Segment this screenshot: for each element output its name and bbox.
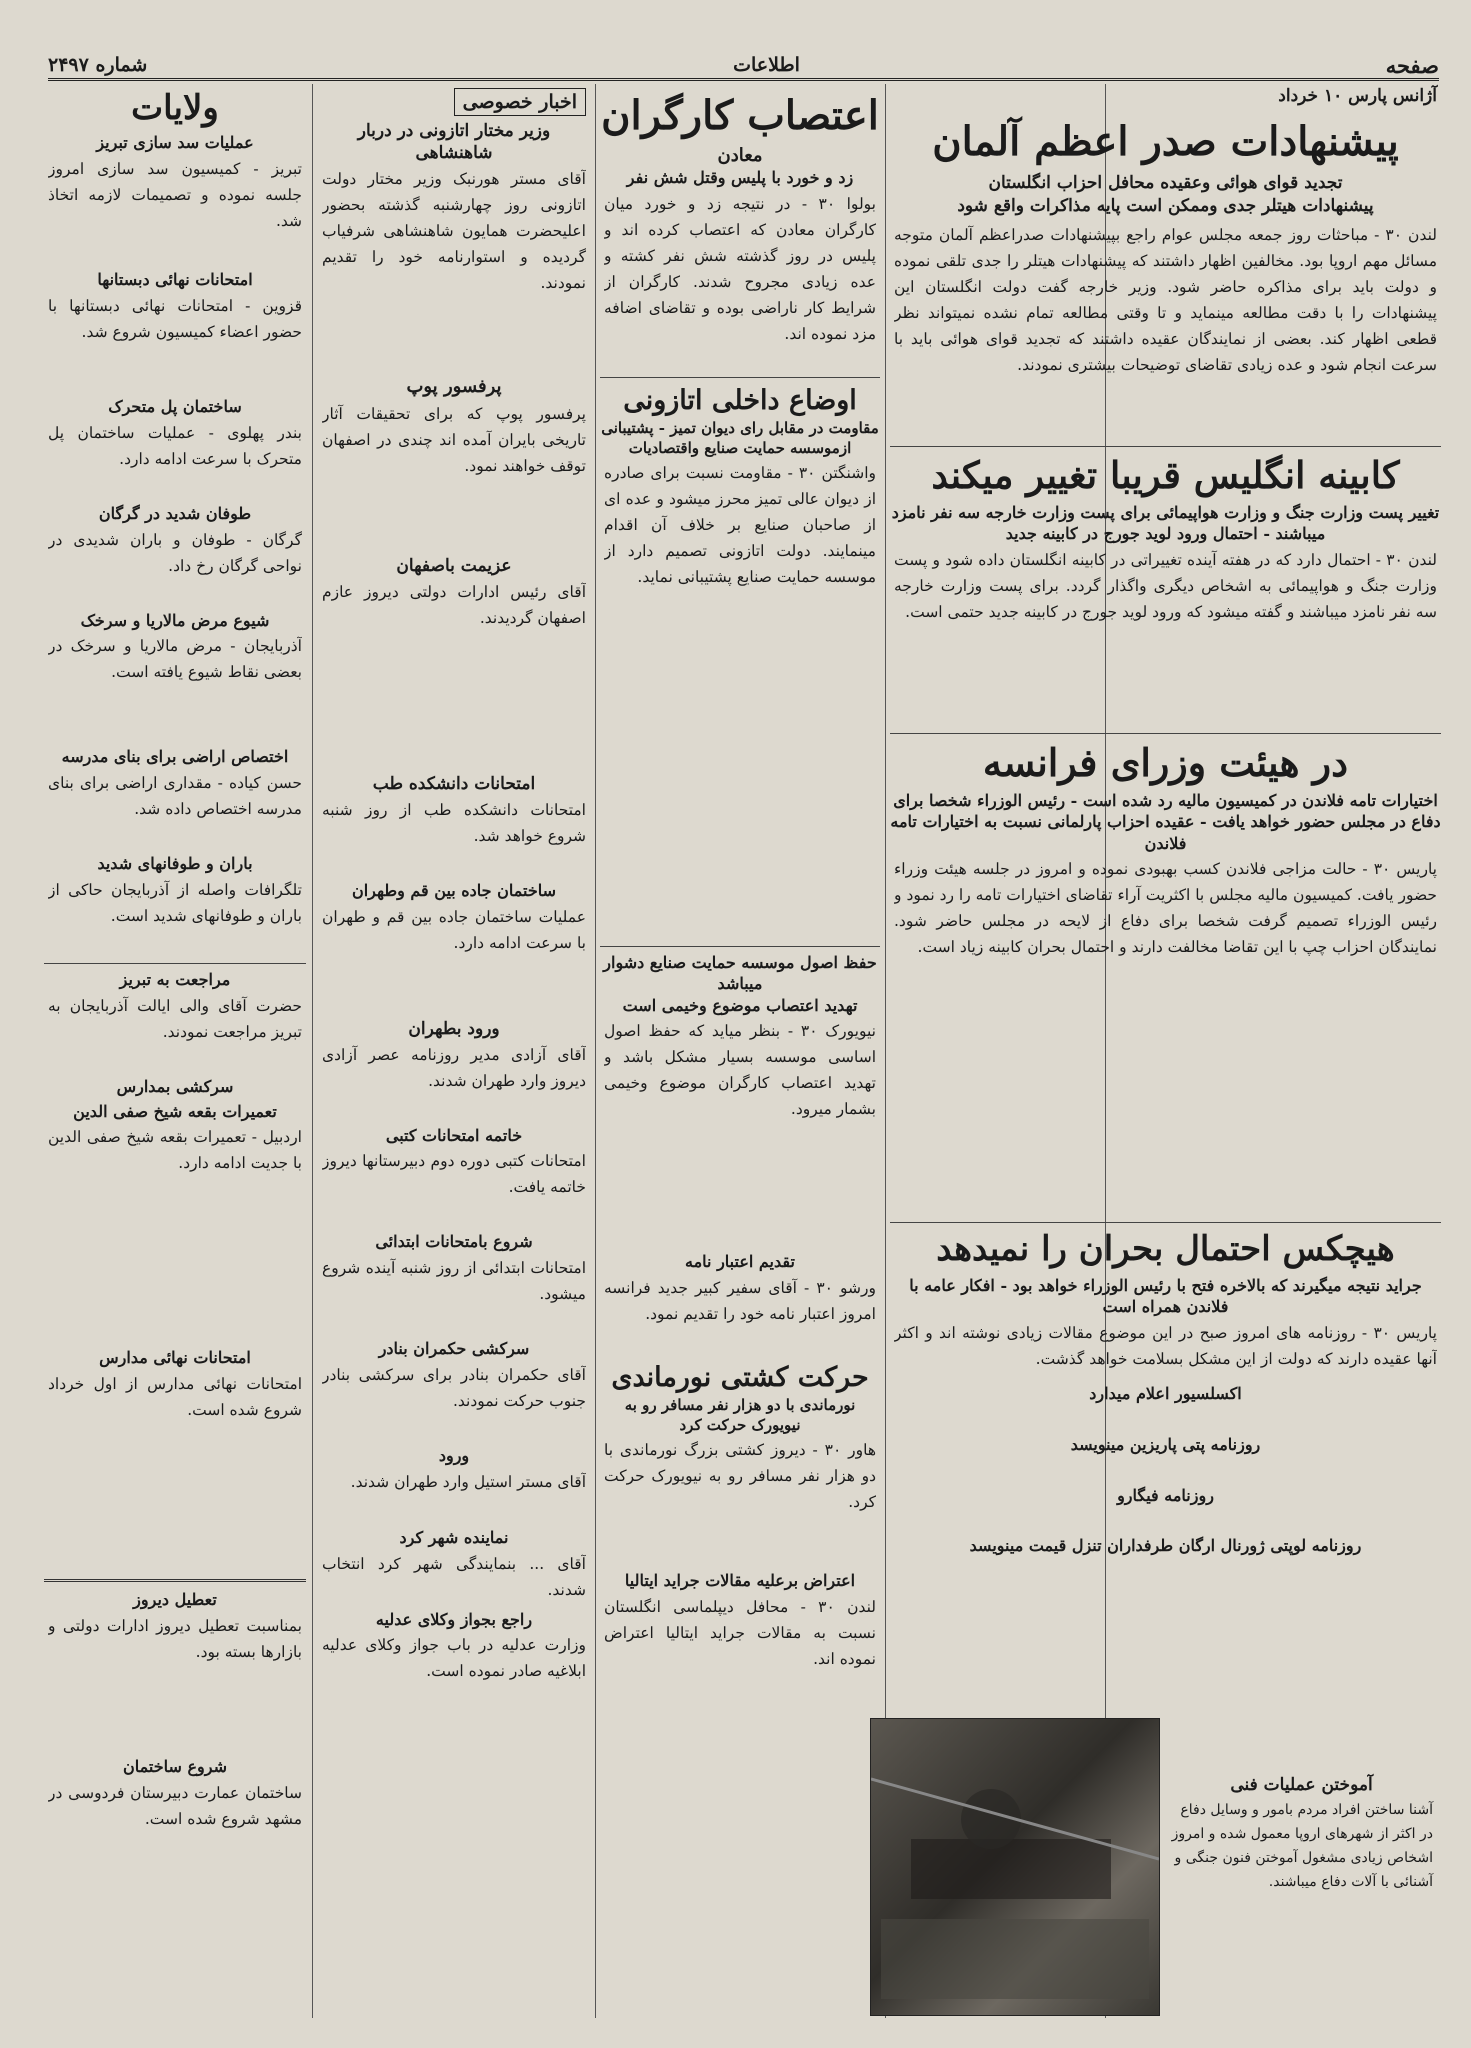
section-title: اختصاص اراضی برای بنای مدرسه bbox=[61, 747, 289, 767]
article-body: بولوا ۳۰ - در نتیجه زد و خورد میان کارگران معادن که اعتصاب کرده اند و پلیس در روز گذشته شش نفر کشته و عده زیادی مجروح شدند. کارگران از شرایط کار ناراضی بوده و تقاضای اضافه مزد نموده اند. bbox=[604, 194, 876, 343]
subhead: جراید نتیجه میگیرند که بالاخره فتح با رئیس الوزراء خواهد بود - افکار عامه با فلاندن همراه است bbox=[909, 1275, 1422, 1317]
article-body: پاریس ۳۰ - روزنامه های امروز صبح در این موضوع مقالات زیادی نوشته اند و اکثر آنها عقیده دارند که دولت از این مشکل بسلامت خواهد گذشت. bbox=[894, 1323, 1437, 1368]
article-body: آقای مستر هورنبک وزیر مختار دولت اتازونی روز چهارشنبه گذشته بحضور اعلیحضرت همایون شاهنشاهی شرفیاب گردیده و استوارنامه خود را تقدیم نمودند. bbox=[322, 170, 586, 293]
section-title: اعتراض برعلیه مقالات جراید ایتالیا bbox=[624, 1571, 856, 1591]
subhead: پیشنهادات هیتلر جدی وممکن است پایه مذاکرات واقع شود bbox=[957, 195, 1374, 216]
column-strikes bbox=[600, 84, 880, 2018]
article-body: پاریس ۳۰ - حالت مزاجی فلاندن کسب بهبودی نموده و امروز در جلسه هیئت وزراء حضور یافت. کمیسیون مالیه مجلس با اکثریت آراء تقاضای اختیارات تامه را رد نمود و رئیس الوزراء تصمیم گرفت شخصا برای دفاع از لایحه در مجلس حاضر شود. نمایندگان احزاب چپ با این تقاضا مخالفت دارند و احتمال بحران کابینه زیاد است. bbox=[894, 860, 1437, 957]
article-body: امتحانات نهائی مدارس از اول خرداد شروع شده است. bbox=[48, 1375, 302, 1420]
article-body: لندن ۳۰ - مباحثات روز جمعه مجلس عوام راجع بپیشنهادات صدراعظم آلمان متوجه مسائل مهم اروپا بود. مخالفین اظهار داشتند که پیشنهادات هیتلر را جدی تلقی نموده و دولت باید برای مذاکره حاضر شود. وزیر خارجه گفت دولت انگلستان این پیشنهادات را با دقت مطالعه مینماید و تا وقتی مطالعه تمام نشده نمیتواند نظر قطعی اظهار کند. بعضی از نمایندگان عقیده داشتند که تجدید قوای هوائی باید با سرعت انجام شود و عده زیادی تقاضای توضیحات بیشتری نمودند. bbox=[894, 225, 1437, 374]
section-title: راجع بجواز وکلای عدلیه bbox=[375, 1609, 533, 1629]
section-title: پرفسور پوپ bbox=[406, 376, 502, 398]
section-title: تعمیرات بقعه شیخ صفی الدین bbox=[73, 1101, 277, 1121]
article-body: نیویورک ۳۰ - بنظر میاید که حفظ اصول اساسی موسسه بسیار مشکل باشد و تهدید اعتصاب کارگران موضوع وخیمی بشمار میرود. bbox=[604, 1022, 876, 1119]
newspaper-name: اطلاعات bbox=[733, 54, 800, 76]
article-body: گرگان - طوفان و باران شدیدی در نواحی گرگان رخ داد. bbox=[48, 530, 302, 575]
section-title: شیوع مرض مالاریا و سرخک bbox=[80, 610, 270, 630]
section-title: طوفان شدید در گرگان bbox=[98, 503, 252, 523]
headline-normandie: حرکت کشتی نورماندی bbox=[611, 1362, 869, 1394]
divider bbox=[44, 963, 306, 964]
photo-caption-title: آموختن عملیات فنی bbox=[1230, 1775, 1373, 1795]
article-body: آقای حکمران بنادر برای سرکشی بنادر جنوب حرکت نمودند. bbox=[322, 1366, 586, 1411]
section-title: عملیات سد سازی تبریز bbox=[96, 133, 254, 153]
section-title: تقدیم اعتبار نامه bbox=[685, 1252, 795, 1272]
section-title: ساختمان پل متحرک bbox=[108, 396, 242, 416]
private-news-tag: اخبار خصوصی bbox=[454, 88, 586, 116]
article-body: حضرت آقای والی ایالت آذربایجان به تبریز مراجعت نمودند. bbox=[48, 996, 302, 1041]
section-title: شروع ساختمان bbox=[123, 1756, 227, 1776]
section-title: وزیر مختار اتازونی در دربار شاهنشاهی bbox=[357, 121, 551, 164]
section-title: سرکشی حکمران بنادر bbox=[378, 1339, 530, 1359]
photo-caption-block bbox=[1166, 1770, 1437, 1896]
headline-german-chancellor: پیشنهادات صدر اعظم آلمان bbox=[932, 118, 1399, 165]
issue-number: شماره ۲۴۹۷ bbox=[48, 54, 148, 76]
article-body: قزوین - امتحانات نهائی دبستانها با حضور اعضاء کمیسیون شروع شد. bbox=[48, 296, 302, 341]
divider bbox=[600, 377, 880, 378]
article-body: آقای رئیس ادارات دولتی دیروز عازم اصفهان گردیدند. bbox=[322, 582, 586, 627]
section-title: اکسلسیور اعلام میدارد bbox=[1089, 1383, 1242, 1403]
article-body: پرفسور پوپ که برای تحقیقات آثار تاریخی بایران آمده اند چندی در اصفهان توقف خواهند نمود. bbox=[322, 404, 586, 475]
headline-british-cabinet: کابینه انگلیس قریبا تغییر میکند bbox=[931, 452, 1400, 497]
subhead: تغییر پست وزارت جنگ و وزارت هواپیمائی برای پست وزارت خارجه سه نفر نامزد میباشند - احتمال ورود لوید جورج در کابینه جدید bbox=[891, 502, 1440, 544]
article-body: آذربایجان - مرض مالاریا و سرخک در بعضی نقاط شیوع یافته است. bbox=[48, 637, 302, 682]
headline-french-cabinet: در هیئت وزرای فرانسه bbox=[982, 739, 1349, 785]
section-title: سرکشی بمدارس bbox=[116, 1076, 234, 1096]
section-title: روزنامه لوپتی ژورنال ارگان طرفداران تنزل قیمت مینویسد bbox=[969, 1536, 1362, 1556]
article-body: حسن کیاده - مقداری اراضی برای بنای مدرسه اختصاص داده شد. bbox=[48, 774, 302, 819]
article-body: تبریز - کمیسیون سد سازی امروز جلسه نموده و تصمیمات لازمه اتخاذ شد. bbox=[48, 160, 302, 231]
subhead: زد و خورد با پلیس وقتل شش نفر bbox=[626, 168, 854, 188]
article-body: امتحانات کتبی دوره دوم دبیرستانها دیروز خاتمه یافت. bbox=[322, 1152, 586, 1197]
section-title: عزیمت باصفهان bbox=[396, 555, 512, 576]
section-title: خاتمه امتحانات کتبی bbox=[385, 1125, 523, 1145]
agency-line: آژانس پارس ۱۰ خرداد bbox=[1278, 86, 1437, 106]
article-body: هاور ۳۰ - دیروز کشتی بزرگ نورماندی با دو هزار نفر مسافر رو به نیویورک حرکت کرد. bbox=[604, 1441, 876, 1512]
article-body: ساختمان عمارت دبیرستان فردوسی در مشهد شروع شده است. bbox=[48, 1783, 302, 1828]
section-title: ورود bbox=[438, 1446, 470, 1466]
section-title: امتحانات نهائی مدارس bbox=[99, 1348, 251, 1368]
article-body: آقای آزادی مدیر روزنامه عصر آزادی دیروز وارد طهران شدند. bbox=[322, 1045, 586, 1090]
subhead: تهدید اعتصاب موضوع وخیمی است bbox=[622, 995, 858, 1015]
article-body: آقای ... بنمایندگی شهر کرد انتخاب شدند. bbox=[322, 1554, 586, 1599]
subhead: اختیارات تامه فلاندن در کمیسیون مالیه رد شده است - رئیس الوزراء شخصا برای دفاع در مجلس حضور خواهد یافت - عقیده احزاب پارلمانی نسبت به اختیارات تامه فلاندن bbox=[890, 790, 1441, 853]
divider bbox=[600, 946, 880, 947]
divider bbox=[890, 733, 1441, 734]
article-body: بندر پهلوی - عملیات ساختمان پل متحرک با سرعت ادامه دارد. bbox=[48, 423, 302, 468]
photo-image bbox=[871, 1719, 1159, 2015]
tag-wrapper bbox=[322, 88, 586, 116]
photo-caption: آشنا ساختن افراد مردم بامور و وسایل دفاع در اکثر از شهرهای اروپا معمول شده و امروز اشخاص زیادی مشغول آموختن فنون جنگی و آشنائی با آلات دفاع میباشند. bbox=[1171, 1802, 1433, 1891]
page-label: صفحه bbox=[1385, 52, 1439, 78]
section-title: امتحانات دانشکده طب bbox=[372, 773, 536, 794]
section-title: روزنامه پتی پاریزین مینویسد bbox=[1070, 1434, 1261, 1454]
article-body: اردبیل - تعمیرات بقعه شیخ صفی الدین با جدیت ادامه دارد. bbox=[48, 1128, 302, 1173]
article-body: عملیات ساختمان جاده بین قم و طهران با سرعت ادامه دارد. bbox=[322, 907, 586, 952]
headline-strikes: اعتصاب کارگران bbox=[601, 92, 879, 139]
headline-us-affairs: اوضاع داخلی اتازونی bbox=[623, 384, 857, 416]
section-title: نماینده شهر کرد bbox=[399, 1527, 509, 1547]
section-title: مراجعت به تبریز bbox=[119, 969, 231, 989]
section-title: روزنامه فیگارو bbox=[1117, 1485, 1214, 1505]
section-title: معادن bbox=[717, 145, 763, 166]
article-body: امتحانات ابتدائی از روز شنبه آینده شروع میشود. bbox=[322, 1259, 586, 1304]
section-title: تعطیل دیروز bbox=[133, 1590, 217, 1610]
article-body: وزارت عدلیه در باب جواز وکلای عدلیه ابلاغیه صادر نموده است. bbox=[322, 1636, 586, 1681]
article-body: لندن ۳۰ - محافل دیپلماسی انگلستان نسبت به مقالات جراید ایتالیا اعتراض نموده اند. bbox=[604, 1598, 876, 1669]
section-title: باران و طوفانهای شدید bbox=[97, 854, 253, 874]
article-body: ورشو ۳۰ - آقای سفیر کبیر جدید فرانسه امروز اعتبار نامه خود را تقدیم نمود. bbox=[604, 1279, 876, 1324]
column-private-news bbox=[318, 84, 590, 2018]
news-photo bbox=[870, 1718, 1160, 2016]
section-title: ورود بطهران bbox=[408, 1018, 500, 1039]
subhead: مقاومت در مقابل رای دیوان تمیز - پشتیبانی ازموسسه حمایت صنایع واقتصادیات bbox=[601, 418, 879, 457]
article-body: لندن ۳۰ - احتمال دارد که در هفته آینده تغییراتی در کابینه انگلستان داده شود و پست وزارت جنگ و هواپیمائی به اشخاص دیگری واگذار گردد. برای پست وزارت خارجه سه نفر نامزد میباشند و گفته میشود که ورود لوید جورج در کابینه جدید حتمی است. bbox=[894, 550, 1437, 621]
article-body: بمناسبت تعطیل دیروز ادارات دولتی و بازارها بسته بود. bbox=[48, 1616, 302, 1661]
section-title: شروع بامتحانات ابتدائی bbox=[375, 1232, 533, 1252]
column-rule bbox=[312, 84, 313, 2018]
article-body: آقای مستر استیل وارد طهران شدند. bbox=[350, 1472, 586, 1491]
divider bbox=[890, 446, 1441, 447]
masthead bbox=[48, 52, 1439, 81]
column-provinces bbox=[44, 84, 306, 2018]
article-body: تلگرافات واصله از آذربایجان حاکی از باران و طوفانهای شدید است. bbox=[48, 880, 302, 925]
article-body: واشنگتن ۳۰ - مقاومت نسبت برای صادره از دیوان عالی تمیز محرز میشود و عده ای از صاحبان صنایع بر خلاف آن اقدام مینمایند. دولت اتازونی تصمیم دارد از موسسه حمایت صنایع پشتیبانی نماید. bbox=[604, 464, 876, 587]
divider bbox=[890, 1222, 1441, 1223]
section-title: امتحانات نهائی دبستانها bbox=[97, 270, 253, 290]
section-title: حفظ اصول موسسه حمایت صنایع دشوار میباشد bbox=[603, 953, 877, 994]
section-title: ساختمان جاده بین قم وطهران bbox=[351, 880, 557, 900]
headline-no-crisis: هیچکس احتمال بحران را نمیدهد bbox=[936, 1229, 1395, 1270]
subhead: تجدید قوای هوائی وعقیده محافل احزاب انگلستان bbox=[988, 173, 1343, 193]
headline-provinces: ولایات bbox=[131, 88, 219, 128]
divider bbox=[44, 1579, 306, 1582]
article-body: امتحانات دانشکده طب از روز شنبه شروع خواهد شد. bbox=[322, 800, 586, 845]
column-rule bbox=[595, 84, 596, 2018]
subhead: نورماندی با دو هزار نفر مسافر رو به نیویورک حرکت کرد bbox=[624, 1395, 856, 1435]
